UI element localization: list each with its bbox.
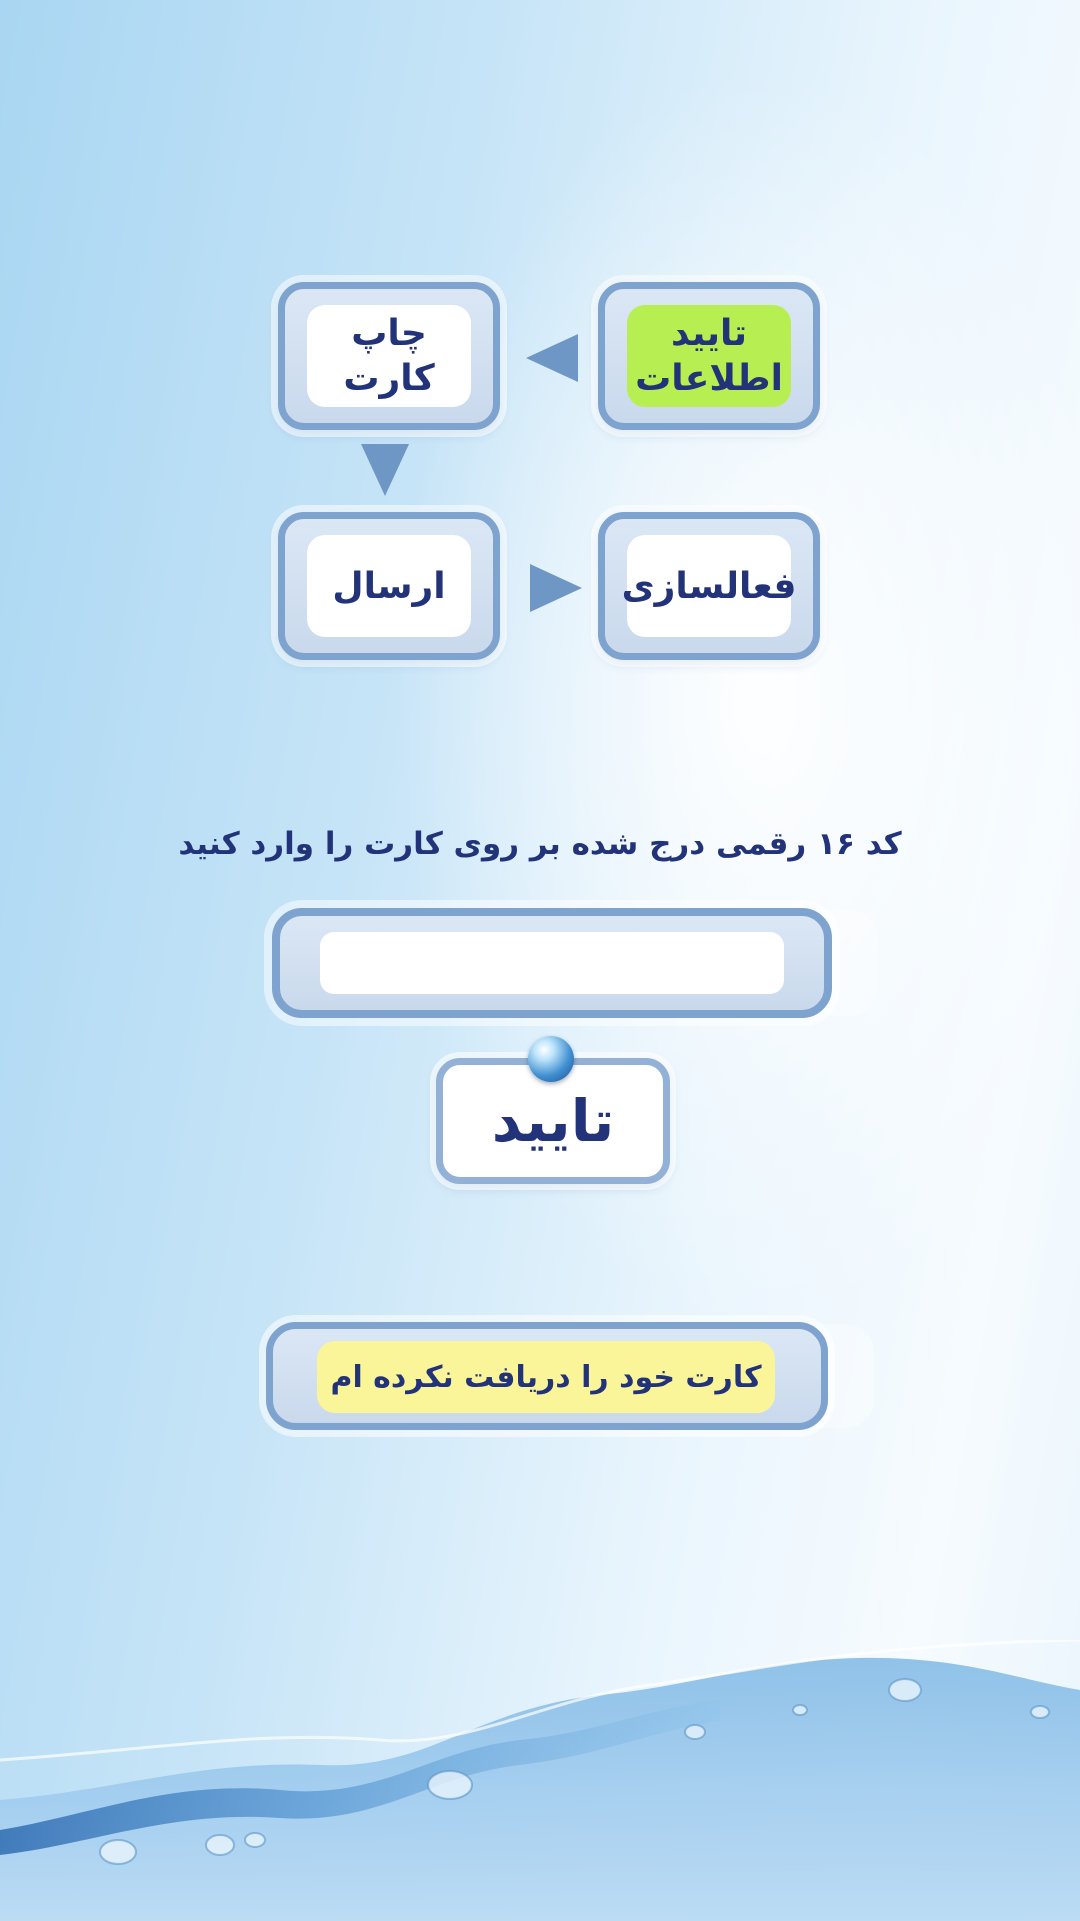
step-send — [278, 512, 500, 660]
card-not-received-frame — [266, 1322, 828, 1430]
confirm-button[interactable]: تایید — [436, 1058, 670, 1184]
card-code-field-frame — [272, 908, 832, 1018]
water-wave-decoration — [0, 1640, 1080, 1921]
card-code-input[interactable] — [320, 932, 784, 994]
arrow-right-icon — [530, 564, 582, 612]
step-verify-info-label: تایید اطلاعات — [627, 305, 791, 407]
card-not-received-button[interactable]: کارت خود را دریافت نکرده ام — [317, 1341, 775, 1413]
globe-icon — [528, 1036, 574, 1082]
step-verify-info — [598, 282, 820, 430]
card-code-instruction: کد ۱۶ رقمی درج شده بر روی کارت را وارد کنید — [178, 826, 902, 862]
arrow-left-icon — [526, 334, 578, 382]
step-print-card-label: چاپ کارت — [307, 305, 471, 407]
step-activation-label: فعالسازی — [627, 535, 791, 637]
arrow-down-icon — [361, 444, 409, 496]
step-activation — [598, 512, 820, 660]
step-print-card — [278, 282, 500, 430]
step-send-label: ارسال — [307, 535, 471, 637]
